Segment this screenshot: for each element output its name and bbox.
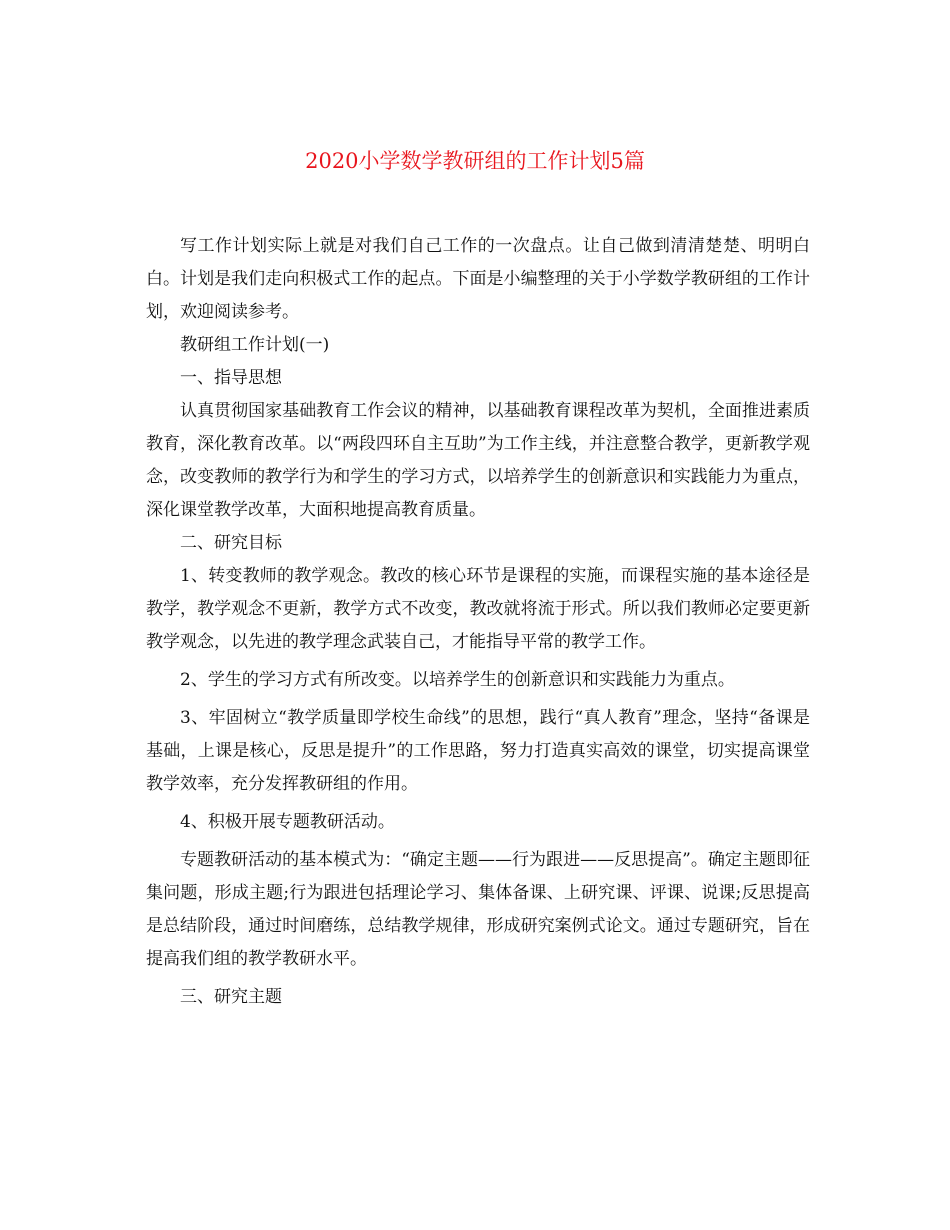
document-title: 2020小学数学教研组的工作计划5篇 bbox=[305, 149, 645, 173]
goal-item-4: 4、积极开展专题教研活动。 bbox=[180, 812, 395, 832]
guiding-ideology-paragraph: 认真贯彻国家基础教育工作会议的精神，以基础教育课程改革为契机，全面推进素质教育，深化教育改革。以“两段四环自主互助”为工作主线，并注意整合教学，更新教学观念，改变教师的教学行为和学生的学习方式，以培养学生的创新意识和实践能力为重点，深化课堂教学改革，大面积地提高教育质量。 bbox=[146, 401, 810, 520]
heading-guiding-ideology: 一、指导思想 bbox=[180, 368, 282, 388]
section-plan-heading: 教研组工作计划(一) bbox=[180, 335, 330, 355]
heading-research-goals: 二、研究目标 bbox=[180, 533, 282, 553]
research-model-paragraph: 专题教研活动的基本模式为：“确定主题——行为跟进——反思提高”。确定主题即征集问题，形成主题;行为跟进包括理论学习、集体备课、上研究课、评课、说课;反思提高是总结阶段，通过时间磨练，总结教学规律，形成研究案例式论文。通过专题研究，旨在提高我们组的教学教研水平。 bbox=[146, 850, 810, 969]
heading-research-topic: 三、研究主题 bbox=[180, 987, 282, 1007]
intro-paragraph: 写工作计划实际上就是对我们自己工作的一次盘点。让自己做到清清楚楚、明明白白。计划是我们走向积极式工作的起点。下面是小编整理的关于小学数学教研组的工作计划，欢迎阅读参考。 bbox=[146, 236, 810, 322]
goal-item-2: 2、学生的学习方式有所改变。以培养学生的创新意识和实践能力为重点。 bbox=[180, 670, 735, 690]
goal-item-1: 1、转变教师的教学观念。教改的核心环节是课程的实施，而课程实施的基本途径是教学，教学观念不更新，教学方式不改变，教改就将流于形式。所以我们教师必定要更新教学观念，以先进的教学理念武装自己，才能指导平常的教学工作。 bbox=[146, 566, 810, 652]
document-body bbox=[146, 230, 810, 1014]
goal-item-3: 3、牢固树立“教学质量即学校生命线”的思想，践行“真人教育”理念，坚持“备课是基础，上课是核心，反思是提升”的工作思路，努力打造真实高效的课堂，切实提高课堂教学效率，充分发挥教研组的作用。 bbox=[146, 708, 810, 794]
